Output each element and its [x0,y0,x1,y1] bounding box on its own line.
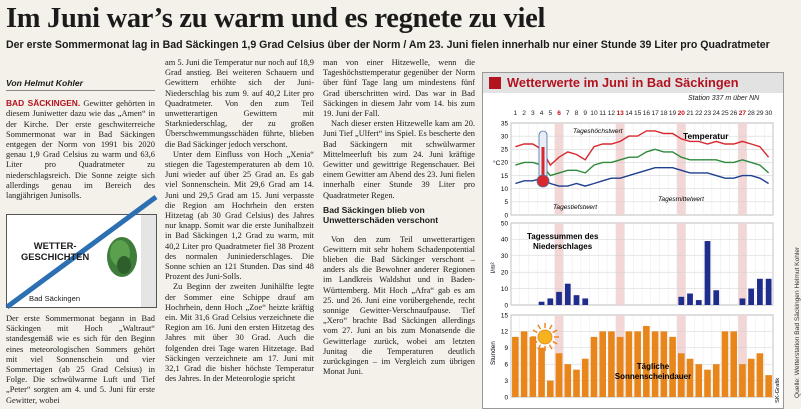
day-label: 21 [686,110,694,117]
lead-paragraph [6,98,155,201]
precipitation-bar [748,289,754,305]
sunshine-bar [617,337,624,397]
wettergeschichten-logo [6,214,157,308]
precipitation-bar [696,300,702,305]
article-column-2 [165,58,314,385]
legend-min: Tagestiefstwert [553,204,598,211]
day-label: 23 [703,110,712,117]
day-label: 27 [738,110,747,117]
y-tick-label: 25 [500,146,508,154]
thermometer-icon [537,131,549,187]
sunshine-bar [538,348,545,397]
sunshine-bar [547,381,554,397]
source-credit [784,108,801,398]
y-tick-label: 30 [500,253,508,261]
sunshine-bar [556,353,563,397]
day-label: 5 [548,110,553,117]
day-label: 6 [557,110,561,117]
sunshine-bar [599,331,606,397]
sunshine-bar [748,359,755,397]
precipitation-bar [705,241,711,305]
y-tick-label: 10 [500,186,508,194]
sunshine-bar [722,331,729,397]
paragraph: Zu Beginn der zweiten Junihälfte legte der Sommer eine Schippe drauf am Hochrhein, denn Hoch „Zoe“ heizte kräftig ein. Mit 31,6 Grad Celsius verzeichnete die Region am 16. Juni den ersten Hitzetag des Jahres mit über 30 Grad. Auch die folgenden drei Tage waren Hitzetage. Bad Säckingen verzeichnete am 17. Juni mit 32,1 Grad die bisher höchste Temperatur des Jahres. In der Meteorologie spricht [165,282,314,384]
article-column-3 [323,58,475,378]
legend-mean: Tagesmittelwert [658,196,704,203]
sunshine-bar [730,331,737,397]
y-tick-label: 10 [500,285,508,293]
sunshine-bar [757,353,764,397]
chart-title: Wetterwerte im Juni in Bad Säckingen [507,75,739,90]
sunday-band [616,223,625,305]
graphic-credit: SK-Grafik [775,377,781,403]
y-tick-label: 12 [500,328,508,336]
logo-title [21,240,89,262]
author-byline: Von Helmut Kohler [6,78,155,91]
day-label: 17 [651,110,659,117]
precipitation-bar [582,298,588,305]
sun-disc [538,330,552,344]
sunshine-title-2: Sonnenscheindauer [614,372,692,381]
logo-title-line-2: GESCHICHTEN [21,251,90,262]
day-label: 10 [590,110,598,117]
sunshine-bar [669,337,676,397]
day-label: 15 [633,110,642,117]
day-label: 30 [764,110,773,117]
precipitation-bar [556,292,562,305]
day-label: 11 [599,110,607,117]
day-label: 3 [530,110,535,117]
y-tick-label: 6 [504,361,508,369]
day-label: 24 [712,110,720,117]
day-label: 29 [756,110,764,117]
day-label: 4 [539,110,544,117]
sunshine-bar [564,364,571,397]
sunshine-bar [591,337,598,397]
y-tick-label: 50 [500,220,508,228]
y-tick-label: 35 [500,120,508,128]
sunshine-bar [626,331,633,397]
logo-place: Bad Säckingen [29,294,81,303]
day-label: 7 [565,110,570,117]
legend-max: Tageshöchstwert [573,128,623,135]
y-tick-label: 15 [500,312,508,320]
y-tick-label: 30 [500,133,508,141]
y-tick-label: 15 [500,172,508,180]
day-label: 8 [574,110,579,117]
day-label: 12 [607,110,616,117]
paragraph: Der erste Sommermonat begann in Bad Säckingen mit Hoch „Waltraut“ standesgemäß wie es sich für den Beginn eines meteorologischen Sommers gehört mit viel Sonnenschein und vier Sommertagen (ab 25 Grad Celsius) in Folge. Die schwülwarme Luft und Tief „Peter“ sorgten am 4. und 5. Juni für erste Gewitter, wobei [6,314,155,405]
temperature-title: Temperatur [683,131,729,141]
sunshine-bar [530,337,537,397]
paragraph: Von den zum Teil unwetterartigen Gewittern mit sehr hohem Schadenpotential blieben die Bad Säckinger verschont – anders als die Bewohner anderer Regionen im Landkreis Waldshut und in Baden-Württemberg. Mit Hoch „Afra“ gab es am 25. und 26. Juni eine vorübergehende, recht sonnige Gewitter-Verschnaufpause. Tief „Xero“ brachte Bad Säckingen allerdings vom 27. Juni an bis zum Monatsende die Gewitterlage zurück, wobei am letzten Junitag die Temperaturen deutlich zurückgingen – im Vergleich zum übrigen Monat Juni. [323,234,475,377]
precipitation-title-1: Tagessummen des [527,232,599,241]
section-subtitle: Bad Säckingen blieb von Unwetterschäden verschont [323,204,439,226]
precipitation-unit: l/m² [490,262,497,273]
day-label: 2 [522,110,526,117]
precipitation-bar [740,298,746,305]
day-label: 13 [616,110,624,117]
precipitation-bar [574,295,580,305]
day-label: 25 [721,110,729,117]
sunshine-unit: Stunden [490,341,497,365]
subheadline: Der erste Sommermonat lag in Bad Säckingen 1,9 Grad Celsius über der Norm / Am 23. Juni fielen innerhalb nur einer Stunde 39 Liter pro Quadratmeter [6,39,770,51]
day-label: 19 [668,110,677,117]
y-tick-label: 3 [504,377,508,385]
thermometer-bulb [537,175,549,187]
day-label: 16 [642,110,651,117]
y-tick-label: 20 [500,159,508,167]
sunshine-bar [582,359,589,397]
sunshine-bar [608,331,615,397]
dateline: BAD SÄCKINGEN. [6,98,81,109]
sunday-band [738,223,747,305]
thermometer-mercury [542,147,545,177]
day-label: 9 [583,110,588,117]
y-tick-label: 20 [500,269,508,277]
day-label: 18 [660,110,668,117]
precipitation-bar [713,290,719,305]
precipitation-bar [539,302,545,305]
station-info: Station 337 m über NN [688,95,760,102]
sunshine-bar [713,364,720,397]
sunday-band [677,223,686,305]
precipitation-bar [565,284,571,305]
sunshine-title-1: Tägliche [636,362,670,371]
headline: Im Juni war’s zu warm und es regnete zu viel [6,3,546,34]
day-label: 1 [513,110,518,117]
paragraph: Unter dem Einfluss von Hoch „Xenia“ stiegen die Tagestemperaturen ab dem 10. Juni wieder auf über 25 Grad an. Es gab viel Sonnenschein. Mit 29,6 Grad am 14. Juni und 29,5 Grad am 15. Juni verpasste die Region am Hochrhein den ersten Hitzetag (ab 30 Grad Celsius) des Jahres nur knapp. Somit war die erste Junihalbzeit in Bad Säckingen 1,2 Grad zu warm, mit 40,2 Liter pro Quadratmeter fiel 38 Prozent des normalen Juniniederschlages. Die Sonne schien an 121 Stunden. Das sind 48 Prozent des Juni-Solls. [165,149,314,282]
day-label: 20 [677,110,685,117]
sunshine-bar [573,370,580,397]
precipitation-bar [757,279,763,305]
sunshine-bar [765,375,772,397]
day-label: 14 [625,110,633,117]
sunshine-bar [704,370,711,397]
sunday-band [616,123,625,215]
article-column-1-continued [6,314,155,406]
article-column-1 [6,78,155,201]
sunshine-bar [739,364,746,397]
sunshine-bar [695,364,702,397]
paragraph: man von einer Hitzewelle, wenn die Tageshöchsttemperatur gegenüber der Norm über fünf Tage lang um mindestens fünf Grad überschritten wird. Das war in Bad Säckingen in diesem Jahr vom 14. bis zum 19. Juni der Fall. [323,58,475,119]
temperature-unit: °C [493,160,501,167]
sunshine-bar [512,337,519,397]
y-tick-label: 0 [504,302,508,310]
sunday-band [555,123,564,215]
day-label: 22 [695,110,703,117]
day-label: 28 [747,110,755,117]
y-tick-label: 0 [504,212,508,220]
source-credit-text: Quelle: Wetterstation Bad Säckingen Helmut Kohler [794,246,801,398]
y-tick-label: 5 [504,199,508,207]
y-tick-label: 40 [500,236,508,244]
precipitation-bar [687,294,693,305]
chart-svg [483,73,783,408]
precipitation-title-2: Niederschlages [533,242,593,251]
precipitation-bar [678,297,684,305]
weather-chart [482,72,784,409]
sunday-band [738,123,747,215]
logo-title-line-1: WETTER- [33,240,77,251]
precipitation-bar [766,279,772,305]
sunshine-bar [521,331,528,397]
precipitation-bar [547,298,553,305]
lead-text: Gewitter gehörten in diesem Juniwetter dazu wie das „Amen“ in der Kirche. Der erste geschwiterreiche Sommermonat war in Bad Säckingen entgegen der Norm von 1991 bis 2020 genau 1,9 Grad Celsius zu warm und 63,6 Liter pro Quadratmeter zu niederschlagsreich. Die Sonne zeigte sich allerdings genau im Bereich des langjährigen Junisolls. [6,99,155,201]
day-label: 26 [730,110,738,117]
paragraph: Nach dieser ersten Hitzewelle kam am 20. Juni Tief „Ulfert“ ins Spiel. Es bescherte den Bad Säckingern mit schwülwarmer Mittelmeerluft bis zum 24. Juni kräftige Gewitter und gewittrige Regenschauer. Bei einem Gewitter am Abend des 23. Juni fielen innerhalb einer Stunde 39 Liter pro Quadratmeter Regen. [323,119,475,200]
y-tick-label: 0 [504,394,508,402]
paragraph: am 5. Juni die Temperatur nur noch auf 18,9 Grad anstieg. Bei weiteren Schauern und Gewittern erhöhte sich der Juni-Niederschlag bis zum 9. auf 40,2 Liter pro Quadratmeter. Von den zum Teil unwetterartigen Gewittern mit Starkniederschlag, der zu großen Überschwemmungsschäden führte, blieben die Bad Säckinger jedoch verschont. [165,58,314,149]
y-tick-label: 9 [504,345,508,353]
